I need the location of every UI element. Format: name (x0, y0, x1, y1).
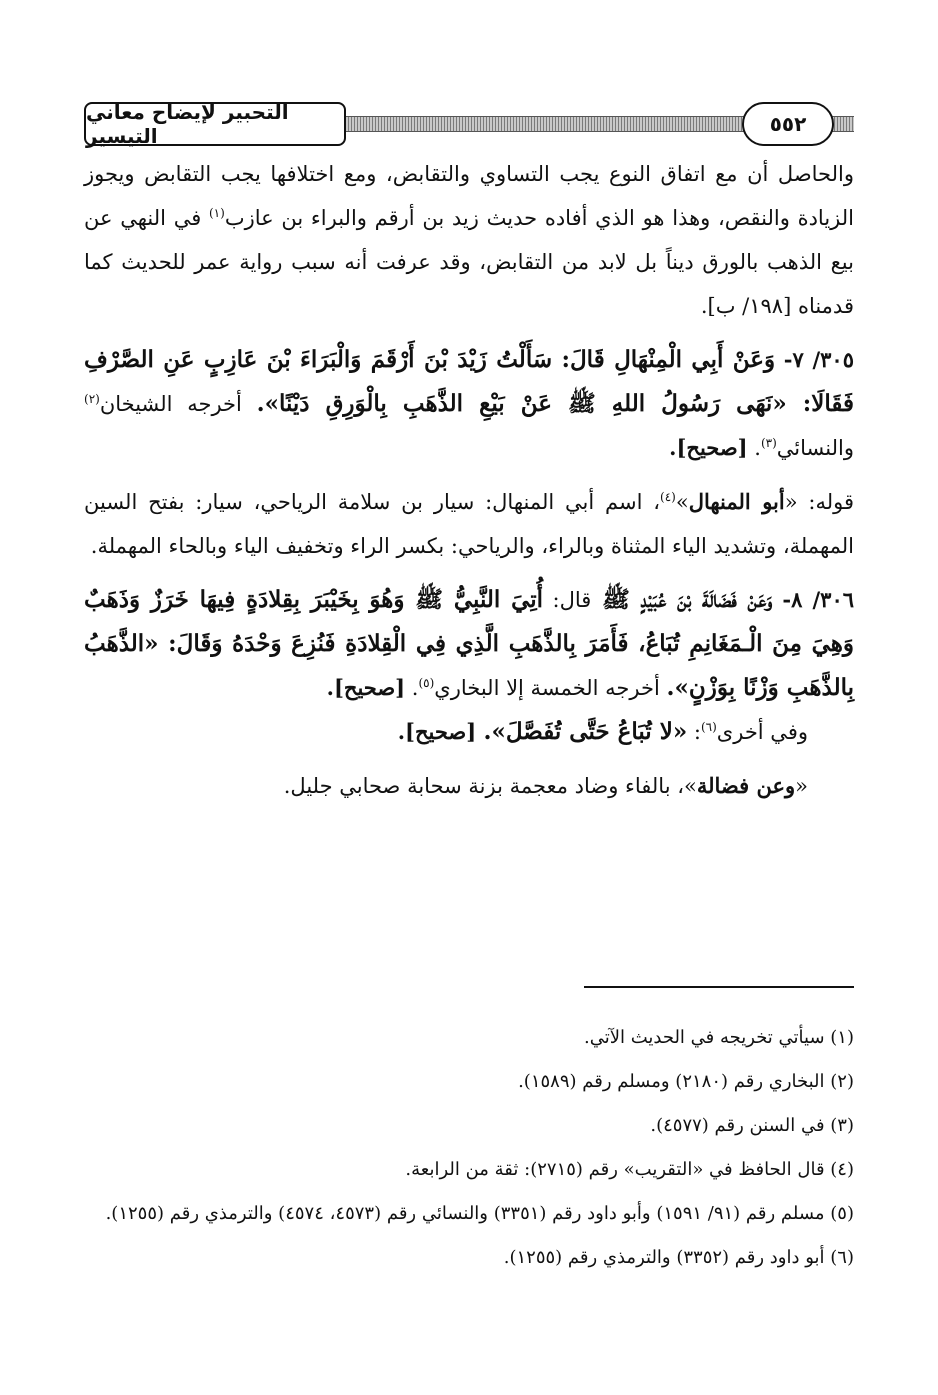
paragraph-conclusion: والحاصل أن مع اتفاق النوع يجب التساوي والتقابض، ومع اختلافها يجب التقابض ويجوز الزيادة والنقص، وهذا هو الذي أفاده حديث زيد بن أرقم والبراء بن عازب$^{(١)}$ في النهي عن بيع الذهب بالورق ديناً بل لابد من التقابض، وقد عرفت أنه سبب رواية عمر للحديث كما قدمناه [١٩٨/ ب]. (84, 162, 854, 318)
grade-label: [صحيح]. (397, 719, 484, 744)
footnote-ref: (١) (208, 206, 225, 220)
main-text (84, 152, 854, 808)
page-number: ٥٥٢ (742, 102, 834, 146)
page-header (84, 100, 854, 148)
grade-label: [صحيح]. (326, 675, 406, 700)
footnote-ref: (٤) (660, 490, 676, 504)
paragraph-abu-minhal: قوله: «أبو المنهال»$^{(٤)}$، اسم أبي المنهال: سيار بن سلامة الرياحي، سيار: بفتح السين المهملة، وتشديد الياء المثناة وبالراء، والرياحي: بكسر الراء وتخفيف الياء وبالحاء المهملة. (84, 489, 854, 558)
hadith-text: وَعَنْ أَبِي الْمِنْهَالِ قَالَ: سَأَلْتُ زَيْدَ بْنَ أَرْقَمَ وَالْبَرَاءَ بْنَ عَازِبٍ عَنِ الصَّرْفِ فَقَالَا: «نَهَى رَسُولُ اللهِ ﷺ عَنْ بَيْعِ الذَّهَبِ بِالْوَرِقِ دَيْنًا». (84, 346, 854, 417)
footnote-6: (٦) أبو داود رقم (٣٣٥٢) والترمذي رقم (١٢٥٥). (503, 1247, 854, 1268)
footnote-5: (٥) مسلم رقم (٩١/ ١٥٩١) وأبو داود رقم (٣٣٥١) والنسائي رقم (٤٥٧٣، ٤٥٧٤) والترمذي رقم (١٢٥٥). (105, 1203, 854, 1224)
paragraph-another-narration: وفي أخرى$^{(٦)}$: «لا تُبَاعُ حَتَّى تُفَصَّلَ». [صحيح]. (397, 718, 808, 745)
grade-label: [صحيح]. (669, 435, 748, 460)
book-title: التحبير لإيضاح معاني التيسير (84, 102, 346, 146)
footnote-ref: (٣) (760, 436, 777, 450)
footnote-4: (٤) قال الحافظ في «التقريب» رقم (٢٧١٥): ثقة من الرابعة. (405, 1159, 854, 1180)
footnote-divider (584, 986, 854, 988)
footnote-3: (٣) في السنن رقم (٤٥٧٧). (650, 1115, 854, 1136)
hadith-number: ٣٠٦/ ٨- (772, 587, 855, 612)
footnotes (84, 1016, 854, 1280)
footnote-ref: (٥) (418, 676, 435, 690)
paragraph-fadala: «وعن فضالة»، بالفاء وضاد معجمة بزنة سحابة صحابي جليل. (283, 773, 808, 798)
hadith-305: ٣٠٥/ ٧- وَعَنْ أَبِي الْمِنْهَالِ قَالَ: سَأَلْتُ زَيْدَ بْنَ أَرْقَمَ وَالْبَرَاءَ بْنَ عَازِبٍ عَنِ الصَّرْفِ فَقَالَا: «نَهَى رَسُولُ اللهِ ﷺ عَنْ بَيْعِ الذَّهَبِ بِالْوَرِقِ دَيْنًا». أخرجه الشيخان$^{(٢)}$ والنسائي$^{(٣)}$. [صحيح]. (84, 346, 854, 460)
footnote-2: (٢) البخاري رقم (٢١٨٠) ومسلم رقم (١٥٨٩). (518, 1071, 854, 1092)
footnote-1: (١) سيأتي تخريجه في الحديث الآتي. (583, 1027, 854, 1048)
footnote-ref: (٦) (700, 720, 717, 734)
footnote-ref: (٢) (84, 392, 100, 406)
hadith-306: ٣٠٦/ ٨- وَعَنْ فَضَالَةَ بْنَ عُبَيْدٍ ﷺ قال: أُتِيَ النَّبِيُّ ﷺ وَهُوَ بِخَيْبَرَ بِقِلادَةٍ فِيهَا خَرَزٌ وَذَهَبٌ وَهِيَ مِنَ الْـمَغَانِمِ تُبَاعُ، فَأَمَرَ بِالذَّهَبِ الَّذِي فِي الْقِلادَةِ فَنُزِعَ وَحْدَهُ وَقَالَ: «الذَّهَبُ بِالذَّهَبِ وَزْنًا بِوَزْنٍ». أخرجه الخمسة إلا البخاري$^{(٥)}$. [صحيح]. (84, 586, 855, 701)
hadith-number: ٣٠٥/ ٧- (775, 347, 854, 372)
